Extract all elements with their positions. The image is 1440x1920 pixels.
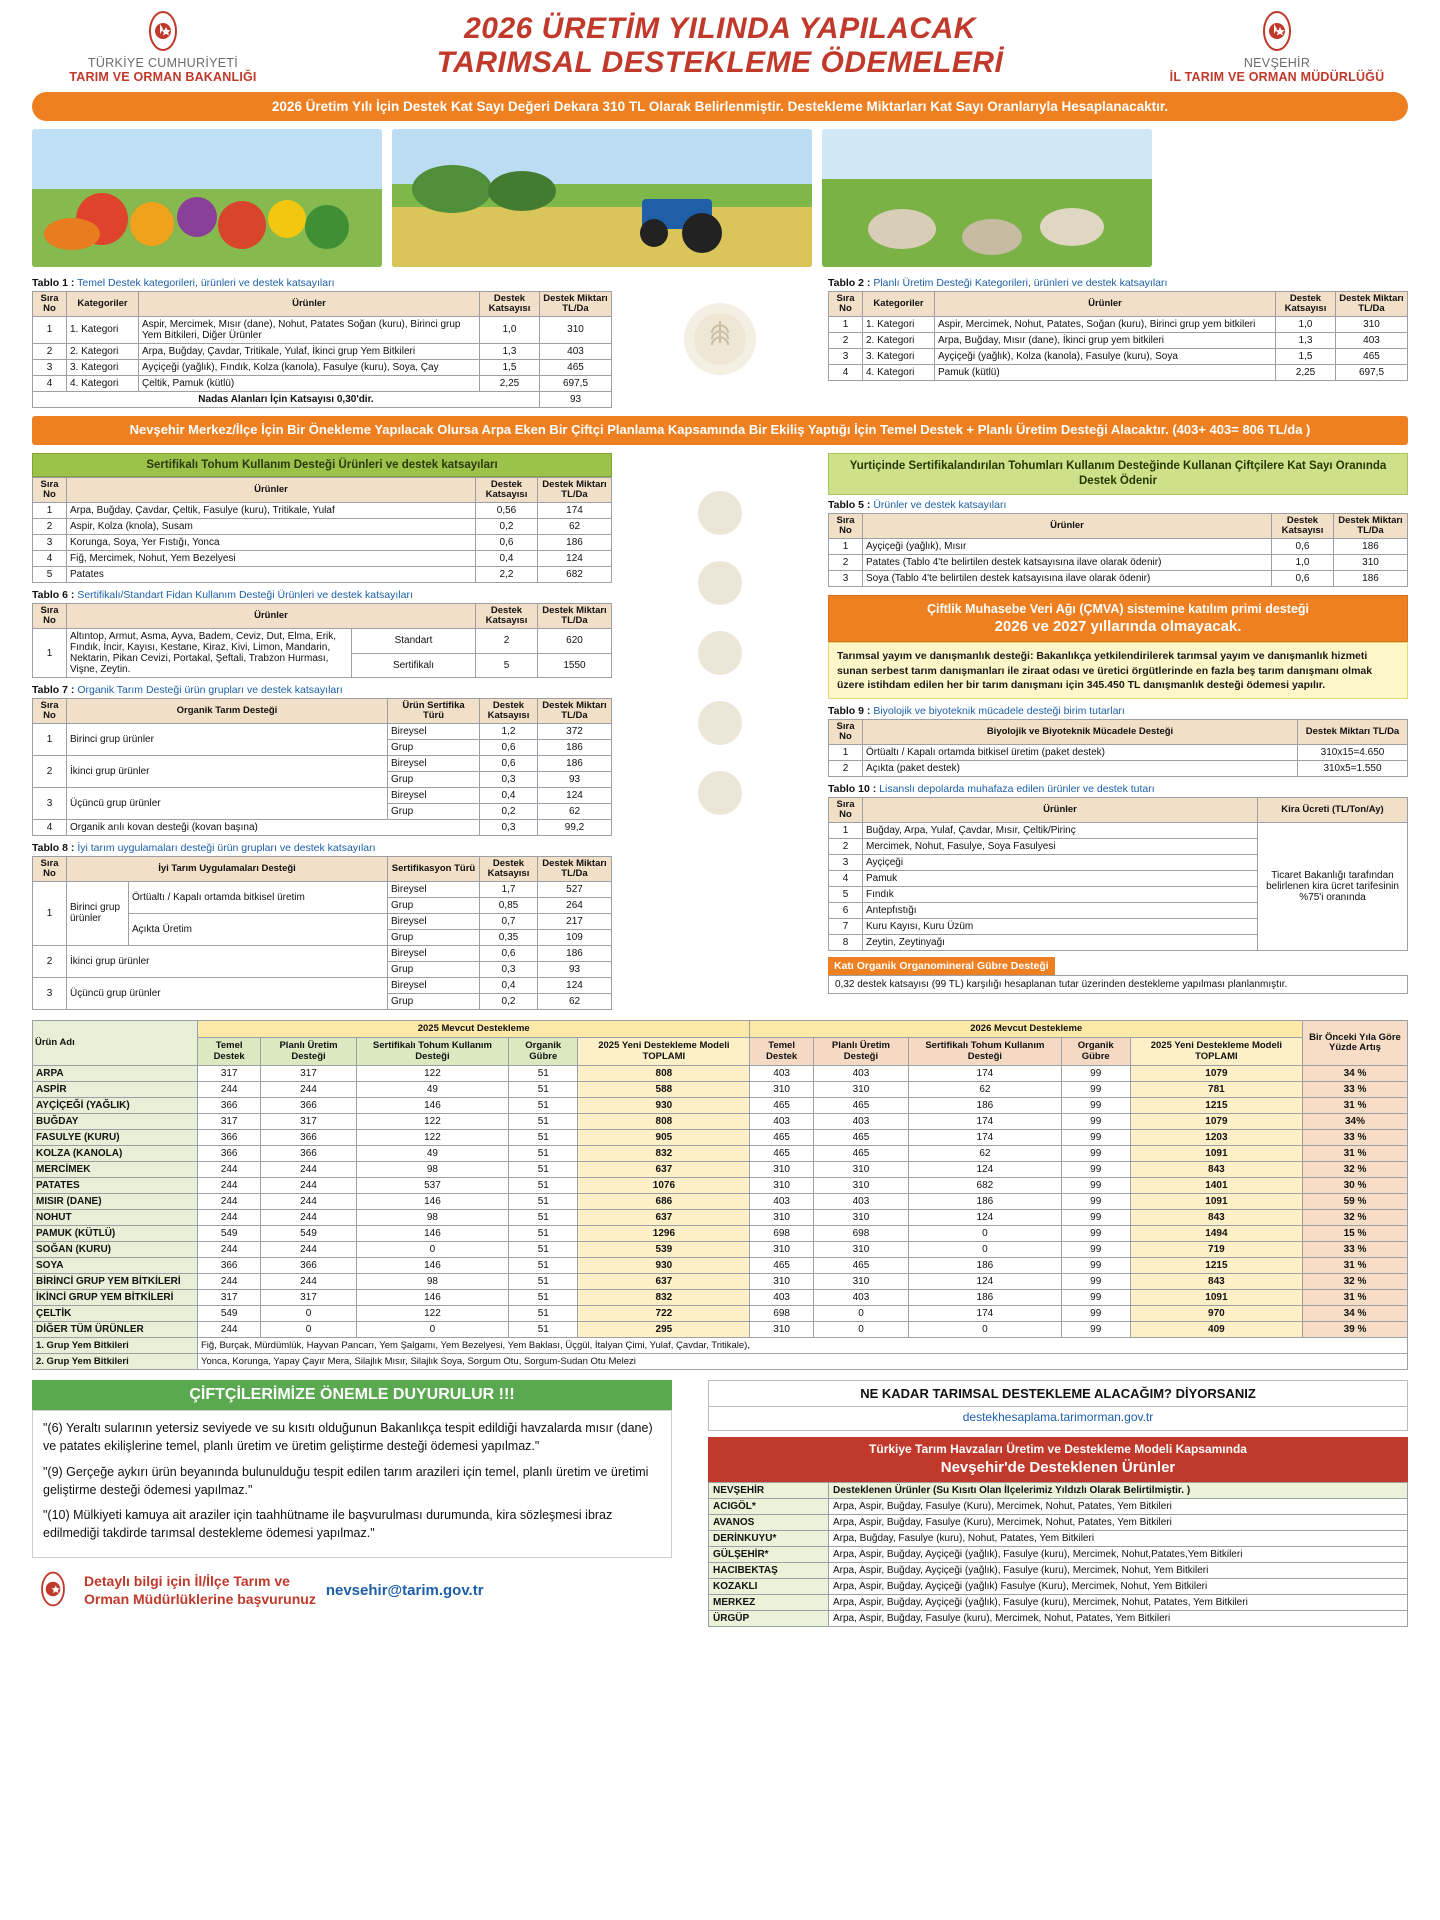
table-header-row: Sıra No İyi Tarım Uygulamaları Desteği Sertifikasyon Türü Destek Katsayısı Destek Miktarı TL/Da [33, 857, 612, 882]
table-row: MISIR (DANE) 244 244 146 51 686 403 403 186 99 1091 59 % [33, 1194, 1408, 1210]
announcement-item: "(6) Yeraltı sularının yetersiz seviyede ve su kısıtı olduğunun Bakanlıkça tespit edildiği havzalarda mısır (dane) ve patates ekilişlerine temel, planlı üretim ve üretim geliştirme desteği ödemesi yapılmaz." [43, 1421, 653, 1454]
table-row: 3 Soya (Tablo 4'te belirtilen destek katsayısına ilave olarak ödenir) 0,6 186 [829, 570, 1408, 586]
contact-block [32, 1568, 672, 1613]
example-note-banner: Nevşehir Merkez/İlçe İçin Bir Önekleme Yapılacak Olursa Arpa Eken Bir Çiftçi Planlama Kapsamında Bir Ekiliş Yaptığı İçin Temel Destek + Planlı Üretim Desteği Alacaktır. (403+ 403= 806 TL/da ) [32, 416, 1408, 445]
table-row: BUĞDAY 317 317 122 51 808 403 403 174 99 1079 34% [33, 1114, 1408, 1130]
table-row: İKİNCİ GRUP YEM BİTKİLERİ 317 317 146 51 832 403 403 186 99 1091 31 % [33, 1290, 1408, 1306]
table-row: 1 1. Kategori Aspir, Mercimek, Nohut, Patates, Soğan (kuru), Birinci grup yem bitkileri 1,0 310 [829, 316, 1408, 332]
table-row: AYÇİÇEĞİ (YAĞLIK) 366 366 146 51 930 465 465 186 99 1215 31 % [33, 1098, 1408, 1114]
tablo9-biyolojik [828, 719, 1408, 777]
supported-products-block [708, 1380, 1408, 1627]
table-row: AVANOS Arpa, Aspir, Buğday, Fasulye (Kuru), Mercimek, Nohut, Patates, Yem Bitkileri [709, 1515, 1408, 1531]
table-row: Grup 0,3 93 [33, 772, 612, 788]
supported-title-line2: Nevşehir'de Desteklenen Ürünler [940, 1458, 1176, 1476]
table-row: 3 3. Kategori Ayçiçeği (yağlık), Kolza (kanola), Fasulye (kuru), Soya 1,5 465 [829, 348, 1408, 364]
table-row: 4 Fiğ, Mercimek, Nohut, Yem Bezelyesi 0,4 124 [33, 551, 612, 567]
right-tables-column [828, 453, 1408, 994]
table-row: DERİNKUYU* Arpa, Buğday, Fasulye (kuru), Nohut, Patates, Yem Bitkileri [709, 1531, 1408, 1547]
tablo2-block [828, 277, 1408, 381]
table-row: Grup 0,2 62 [33, 804, 612, 820]
table-row: 1 Altıntop, Armut, Asma, Ayva, Badem, Ceviz, Dut, Elma, Erik, Fındık, İncir, Kayısı, Kestane, Kiraz, Kivi, Limon, Mandarin, Nektarin, Pikan Cevizi, Portakal, Şeftali, Trabzon Hurması, Vişne, Zeytin. Standart 2 620 [33, 629, 612, 654]
mid-tables-row [32, 453, 1408, 1010]
table-header-row: Sıra No Ürünler Kira Ücreti (TL/Ton/Ay) [829, 797, 1408, 822]
table-row: SOYA 366 366 146 51 930 465 465 186 99 1215 31 % [33, 1258, 1408, 1274]
table-row: 2 Mercimek, Nohut, Fasulye, Soya Fasulyesi [829, 838, 1408, 854]
tablo7-caption: Tablo 7 : Organik Tarım Desteği ürün grupları ve destek katsayıları [32, 684, 343, 697]
th-kategori: Kategoriler [67, 292, 139, 317]
table-row: Grup 0,6 186 [33, 740, 612, 756]
table-subheader-row: Temel Destek Planlı Üretim Desteği Sertifikalı Tohum Kullanım Desteği Organik Gübre 2025 Yeni Destekleme Modeli TOPLAMI Temel Destek Planlı Üretim Desteği Sertifikalı Tohum Kullanım Desteği Organik Gübre 2025 Yeni Destekleme Modeli TOPLAMI [33, 1038, 1408, 1066]
tablo5-caption: Tablo 5 : Ürünler ve destek katsayıları [828, 498, 1007, 511]
table-row: 2 Açıkta (paket destek) 310x5=1.550 [829, 760, 1408, 776]
tablo8-caption: Tablo 8 : İyi tarım uygulamaları desteği ürün grupları ve destek katsayıları [32, 842, 376, 855]
tablo2 [828, 291, 1408, 381]
th-group-2025: 2025 Mevcut Destekleme [198, 1020, 750, 1037]
tablo9-caption: Tablo 9 : Biyolojik ve biyoteknik mücadele desteği birim tutarları [828, 704, 1125, 717]
table-header-row: Sıra No Ürünler Destek Katsayısı Destek Miktarı TL/Da [33, 604, 612, 629]
table-row: ÇELTİK 549 0 122 51 722 698 0 174 99 970 34 % [33, 1306, 1408, 1322]
advisory-support-note: Tarımsal yayım ve danışmanlık desteği: Bakanlıkça yetkilendirilerek tarımsal yayım ve danışmanlık hizmeti sunan serbest tarım danışmanları ile ziraat odası ve üretici örgütlerinde en fazla beş tarım danışmanı olmak üzere istihdam edilen her bir tarım danışmanı için 345.450 TL danışmanlık desteği ödemesi yapılır. [828, 642, 1408, 699]
table-row: MERCİMEK 244 244 98 51 637 310 310 124 99 843 32 % [33, 1162, 1408, 1178]
cmva-title-line1: Çiftlik Muhasebe Veri Ağı (ÇMVA) sistemine katılım primi desteği [926, 601, 1310, 616]
tablo2-caption-prefix: Tablo 2 : [828, 277, 871, 289]
table-row: 3 Korunga, Soya, Yer Fıstığı, Yonca 0,6 186 [33, 535, 612, 551]
th-miktar: Destek Miktarı TL/Da [540, 292, 612, 317]
table-row: KOZAKLI Arpa, Aspir, Buğday, Ayçiçeği (yağlık) Fasulye (Kuru), Mercimek, Nohut, Yem Bitkileri [709, 1579, 1408, 1595]
table-row: 4 Organik arılı kovan desteği (kovan başına) 0,3 99,2 [33, 820, 612, 836]
tablo3-title: Sertifikalı Tohum Kullanım Desteği Ürünleri ve destek katsayıları [32, 453, 612, 477]
harvest-produce-photo [32, 129, 382, 267]
table-header-row: Sıra No Ürünler Destek Katsayısı Destek Miktarı TL/Da [33, 478, 612, 503]
turkiye-crest-icon [1254, 8, 1300, 54]
announcement-block [32, 1380, 672, 1613]
turkiye-crest-icon [32, 1568, 74, 1613]
footer-row [32, 1380, 1408, 1627]
left-tables-column [32, 453, 612, 1010]
th-increase: Bir Önceki Yıla Göre Yüzde Artış [1303, 1020, 1408, 1065]
tablo5 [828, 513, 1408, 587]
table-row: GÜLŞEHİR* Arpa, Aspir, Buğday, Ayçiçeği (yağlık), Fasulye (kuru), Mercimek, Nohut,Patates,Yem Bitkileri [709, 1547, 1408, 1563]
table-note-row: 2. Grup Yem Bitkileri Yonca, Korunga, Yapay Çayır Mera, Silajlık Mısır, Silajlık Soya, Sorgum Otu, Sorgum-Sudan Otu Melezi [33, 1354, 1408, 1370]
tablo10-note: Ticaret Bakanlığı tarafından belirlenen kira ücret tarifesinin %75'i oranında [1258, 822, 1408, 950]
announcement-item: "(9) Gerçeğe aykırı ürün beyanında bulunulduğu tespit edilen tarım arazileri için temel, planlı üretim ve üretimi geliştirme desteği ödemesi yapılmaz." [43, 1464, 649, 1497]
table-row: Açıkta Üretim Bireysel 0,7 217 [33, 913, 612, 929]
ministry-brand-left [38, 8, 288, 84]
table-row: 1 Örtüaltı / Kapalı ortamda bitkisel üretim (paket destek) 310x15=4.650 [829, 744, 1408, 760]
center-emblem [626, 277, 814, 375]
turkiye-crest-icon [140, 8, 186, 54]
photo-strip [32, 129, 1408, 267]
tablo8-iyi-tarim [32, 856, 612, 1010]
th-katsayi: Destek Katsayısı [480, 292, 540, 317]
table-row: 7 Kuru Kayısı, Kuru Üzüm [829, 918, 1408, 934]
tablo2-caption-text: Planlı Üretim Desteği Kategorileri, ürünleri ve destek katsayıları [873, 277, 1168, 289]
table-row: 4 4. Kategori Çeltik, Pamuk (kütlü) 2,25 697,5 [33, 375, 612, 391]
table-row: NOHUT 244 244 98 51 637 310 310 124 99 843 32 % [33, 1210, 1408, 1226]
th-sira: Sıra No [33, 292, 67, 317]
table-row: FASULYE (KURU) 366 366 122 51 905 465 465 174 99 1203 33 % [33, 1130, 1408, 1146]
th-urunler: Ürünler [139, 292, 480, 317]
coefficient-banner: 2026 Üretim Yılı İçin Destek Kat Sayı Değeri Dekara 310 TL Olarak Belirlenmiştir. Destekleme Miktarları Kat Sayı Oranlarıyla Hesaplanacaktır. [32, 92, 1408, 121]
wheat-watermark-icon [690, 473, 750, 833]
table-row: DİĞER TÜM ÜRÜNLER 244 0 0 51 295 310 0 0 99 409 39 % [33, 1322, 1408, 1338]
tablo1-caption [32, 277, 612, 289]
tablo10-caption: Tablo 10 : Lisanslı depolarda muhafaza edilen ürünler ve destek tutarı [828, 782, 1155, 795]
nadas-value: 93 [540, 391, 612, 407]
ministry-brand-right [1152, 8, 1402, 84]
th-product: Ürün Adı [33, 1020, 198, 1065]
table-row: SOĞAN (KURU) 244 244 0 51 539 310 310 0 99 719 33 % [33, 1242, 1408, 1258]
poster-header [10, 0, 1430, 86]
tablo7-organik [32, 698, 612, 836]
tablo6-caption-prefix: Tablo 6 : [32, 589, 75, 602]
brand-line1: NEVŞEHİR [1243, 56, 1311, 70]
table-row: 4 4. Kategori Pamuk (kütlü) 2,25 697,5 [829, 364, 1408, 380]
brand-line1: TÜRKİYE CUMHURİYETİ [87, 56, 239, 70]
tablo6-fidan [32, 603, 612, 678]
table-row: 2 2. Kategori Arpa, Buğday, Çavdar, Tritikale, Yulaf, İkinci grup Yem Bitkileri 1,3 403 [33, 343, 612, 359]
table-row: 8 Zeytin, Zeytinyağı [829, 934, 1408, 950]
brand-line2: İL TARIM VE ORMAN MÜDÜRLÜĞÜ [1169, 70, 1385, 84]
table-row: ACIGÖL* Arpa, Aspir, Buğday, Fasulye (Kuru), Mercimek, Nohut, Patates, Yem Bitkileri [709, 1499, 1408, 1515]
calculator-url[interactable]: destekhesaplama.tarimorman.gov.tr [708, 1407, 1408, 1431]
tablo1-caption-prefix: Tablo 1 : [32, 277, 75, 289]
announcement-body [32, 1410, 672, 1558]
tablo1 [32, 291, 612, 408]
table-row: 1 Birinci grup ürünler Örtüaltı / Kapalı ortamda bitkisel üretim Bireysel 1,7 527 [33, 881, 612, 897]
tractor-field-photo [392, 129, 812, 267]
announcement-title: ÇİFTÇİLERİMİZE ÖNEMLE DUYURULUR !!! [32, 1380, 672, 1410]
cmva-title [828, 595, 1408, 643]
contact-line1: Detaylı bilgi için İl/İlçe Tarım ve [84, 1573, 290, 1590]
contact-text [84, 1573, 316, 1608]
table-note-row: 1. Grup Yem Bitkileri Fiğ, Burçak, Mürdümlük, Hayvan Pancarı, Yem Şalgamı, Yem Bezelyesi, Yem Baklası, Üçgül, İtalyan Çimi, Yulaf, Çavdar, Tritikale), [33, 1338, 1408, 1354]
table-row: 1 Ayçiçeği (yağlık), Mısır 0,6 186 [829, 538, 1408, 554]
tablo1-footer-row [33, 391, 612, 407]
comparison-table-block [32, 1020, 1408, 1370]
announcement-item: "(10) Mülkiyeti kamuya ait araziler için taahhütname ile başvurulması durumunda, kira sözleşmesi ibraz edilmediği takdirde tarımsal destekleme ödemesi yapılmaz." [43, 1507, 613, 1540]
comparison-table [32, 1020, 1408, 1370]
center-watermark [626, 453, 814, 833]
table-row: 2 İkinci grup ürünler Bireysel 0,6 186 [33, 756, 612, 772]
table-row: 4 Pamuk [829, 870, 1408, 886]
gubre-title: Katı Organik Organomineral Gübre Desteği [828, 957, 1055, 975]
supported-title-line1: Türkiye Tarım Havzaları Üretim ve Destekleme Modeli Kapsamında [869, 1442, 1247, 1457]
table-row: HACIBEKTAŞ Arpa, Aspir, Buğday, Ayçiçeği (yağlık), Fasulye (kuru), Mercimek, Nohut, Yem Bitkileri [709, 1563, 1408, 1579]
calculator-question: NE KADAR TARIMSAL DESTEKLEME ALACAĞIM? DİYORSANIZ [708, 1380, 1408, 1407]
table-row: Grup 0,35 109 [33, 929, 612, 945]
tablo3-sertifikali-tohum [32, 477, 612, 583]
table-row: 3 3. Kategori Ayçiçeği (yağlık), Fındık, Kolza (kanola), Fasulye (kuru), Soya, Çay 1,5 465 [33, 359, 612, 375]
table-row: BİRİNCİ GRUP YEM BİTKİLERİ 244 244 98 51 637 310 310 124 99 843 32 % [33, 1274, 1408, 1290]
tablo1-block [32, 277, 612, 408]
table-header-row: Sıra No Ürünler Destek Katsayısı Destek Miktarı TL/Da [829, 513, 1408, 538]
title-line-2: TARIMSAL DESTEKLEME ÖDEMELERİ [436, 46, 1004, 79]
tablo5-title: Yurtiçinde Sertifikalandırılan Tohumları Kullanım Desteğinde Kullanan Çiftçilere Kat Sayı Oranında Destek Ödenir [828, 453, 1408, 495]
tables-1-2-row [32, 277, 1408, 408]
table-row: 1 Buğday, Arpa, Yulaf, Çavdar, Mısır, Çeltik/Pirinç Ticaret Bakanlığı tarafından belirlenen kira ücret tarifesinin %75'i oranında [829, 822, 1408, 838]
table-row: 2 Aspir, Kolza (knola), Susam 0,2 62 [33, 519, 612, 535]
table-row: 3 Üçüncü grup ürünler Bireysel 0,4 124 [33, 788, 612, 804]
table-row: 2 2. Kategori Arpa, Buğday, Mısır (dane), İkinci grup yem bitkileri 1,3 403 [829, 332, 1408, 348]
table-row: 1 Birinci grup ürünler Bireysel 1,2 372 [33, 724, 612, 740]
table-row: 5 Fındık [829, 886, 1408, 902]
tablo10-lisansli-depo [828, 797, 1408, 951]
wheat-emblem-icon [684, 303, 756, 375]
table-header-row: NEVŞEHİR Desteklenen Ürünler (Su Kısıtı Olan İlçelerimiz Yıldızlı Olarak Belirtilmiştir. ) [709, 1483, 1408, 1499]
tablo6-urunler: Altıntop, Armut, Asma, Ayva, Badem, Ceviz, Dut, Elma, Erik, Fındık, İncir, Kayısı, Kestane, Kiraz, Kivi, Limon, Mandarin, Nektarin, Pikan Cevizi, Portakal, Şeftali, Trabzon Hurması, Vişne, Zeytin. [67, 629, 352, 678]
table-row: Grup 0,3 93 [33, 961, 612, 977]
table-row: ARPA 317 317 122 51 808 403 403 174 99 1079 34 % [33, 1066, 1408, 1082]
table-row: ASPİR 244 244 49 51 588 310 310 62 99 781 33 % [33, 1082, 1408, 1098]
tablo2-caption [828, 277, 1408, 289]
table-row: PATATES 244 244 537 51 1076 310 310 682 99 1401 30 % [33, 1178, 1408, 1194]
gubre-note: 0,32 destek katsayısı (99 TL) karşılığı hesaplanan tutar üzerinden destekleme yapılması planlanmıştır. [828, 975, 1408, 994]
table-row: 6 Antepfıstığı [829, 902, 1408, 918]
table-row: 5 Patates 2,2 682 [33, 567, 612, 583]
tablo6-caption [32, 589, 612, 601]
table-row: 2 Patates (Tablo 4'te belirtilen destek katsayısına ilave olarak ödenir) 1,0 310 [829, 554, 1408, 570]
table-row: MERKEZ Arpa, Aspir, Buğday, Ayçiçeği (yağlık), Fasulye (kuru), Mercimek, Nohut, Patates, Yem Bitkileri [709, 1595, 1408, 1611]
table-row: 2 İkinci grup ürünler Bireysel 0,6 186 [33, 945, 612, 961]
table-header-row: Sıra No Kategoriler Ürünler Destek Katsayısı Destek Miktarı TL/Da [829, 292, 1408, 317]
table-row: PAMUK (KÜTLÜ) 549 549 146 51 1296 698 698 0 99 1494 15 % [33, 1226, 1408, 1242]
table-row: 1 Arpa, Buğday, Çavdar, Çeltik, Fasulye (kuru), Tritikale, Yulaf 0,56 174 [33, 503, 612, 519]
table-row: 3 Üçüncü grup ürünler Bireysel 0,4 124 [33, 977, 612, 993]
page-title [288, 12, 1152, 79]
sheep-pasture-photo [822, 129, 1152, 267]
table-row: KOLZA (KANOLA) 366 366 49 51 832 465 465 62 99 1091 31 % [33, 1146, 1408, 1162]
nadas-label: Nadas Alanları İçin Katsayısı 0,30'dir. [33, 391, 540, 407]
table-row: 3 Ayçiçeği [829, 854, 1408, 870]
tablo6-caption-text: Sertifikalı/Standart Fidan Kullanım Desteği Ürünleri ve destek katsayıları [77, 589, 413, 602]
table-row: ÜRGÜP Arpa, Aspir, Buğday, Fasulye (kuru), Mercimek, Nohut, Patates, Yem Bitkileri [709, 1611, 1408, 1627]
cmva-title-line2: 2026 ve 2027 yıllarında olmayacak. [994, 617, 1242, 635]
table-header-row [33, 1020, 1408, 1037]
table-header-row: Sıra No Organik Tarım Desteği Ürün Sertifika Türü Destek Katsayısı Destek Miktarı TL/Da [33, 699, 612, 724]
th-group-2026: 2026 Mevcut Destekleme [750, 1020, 1303, 1037]
contact-email[interactable]: nevsehir@tarim.gov.tr [325, 1582, 484, 1600]
table-row: 1 1. Kategori Aspir, Mercimek, Mısır (dane), Nohut, Patates Soğan (kuru), Birinci grup Yem Bitkileri, Diğer Ürünler 1,0 310 [33, 316, 612, 343]
supported-title [708, 1437, 1408, 1482]
brand-line2: TARIM VE ORMAN BAKANLIĞI [69, 70, 257, 84]
table-header-row: Sıra No Biyolojik ve Biyoteknik Mücadele Desteği Destek Miktarı TL/Da [829, 719, 1408, 744]
contact-line2: Orman Müdürlüklerine başvurunuz [84, 1590, 316, 1607]
supported-products-table [708, 1482, 1408, 1627]
table-header-row [33, 292, 612, 317]
table-row: Grup 0,2 62 [33, 993, 612, 1009]
table-row: Grup 0,85 264 [33, 897, 612, 913]
tablo1-caption-text: Temel Destek kategorileri, ürünleri ve destek katsayıları [77, 277, 335, 289]
table-row: Sertifikalı 5 1550 [33, 653, 612, 678]
title-line-1: 2026 ÜRETİM YILINDA YAPILACAK [464, 12, 976, 46]
